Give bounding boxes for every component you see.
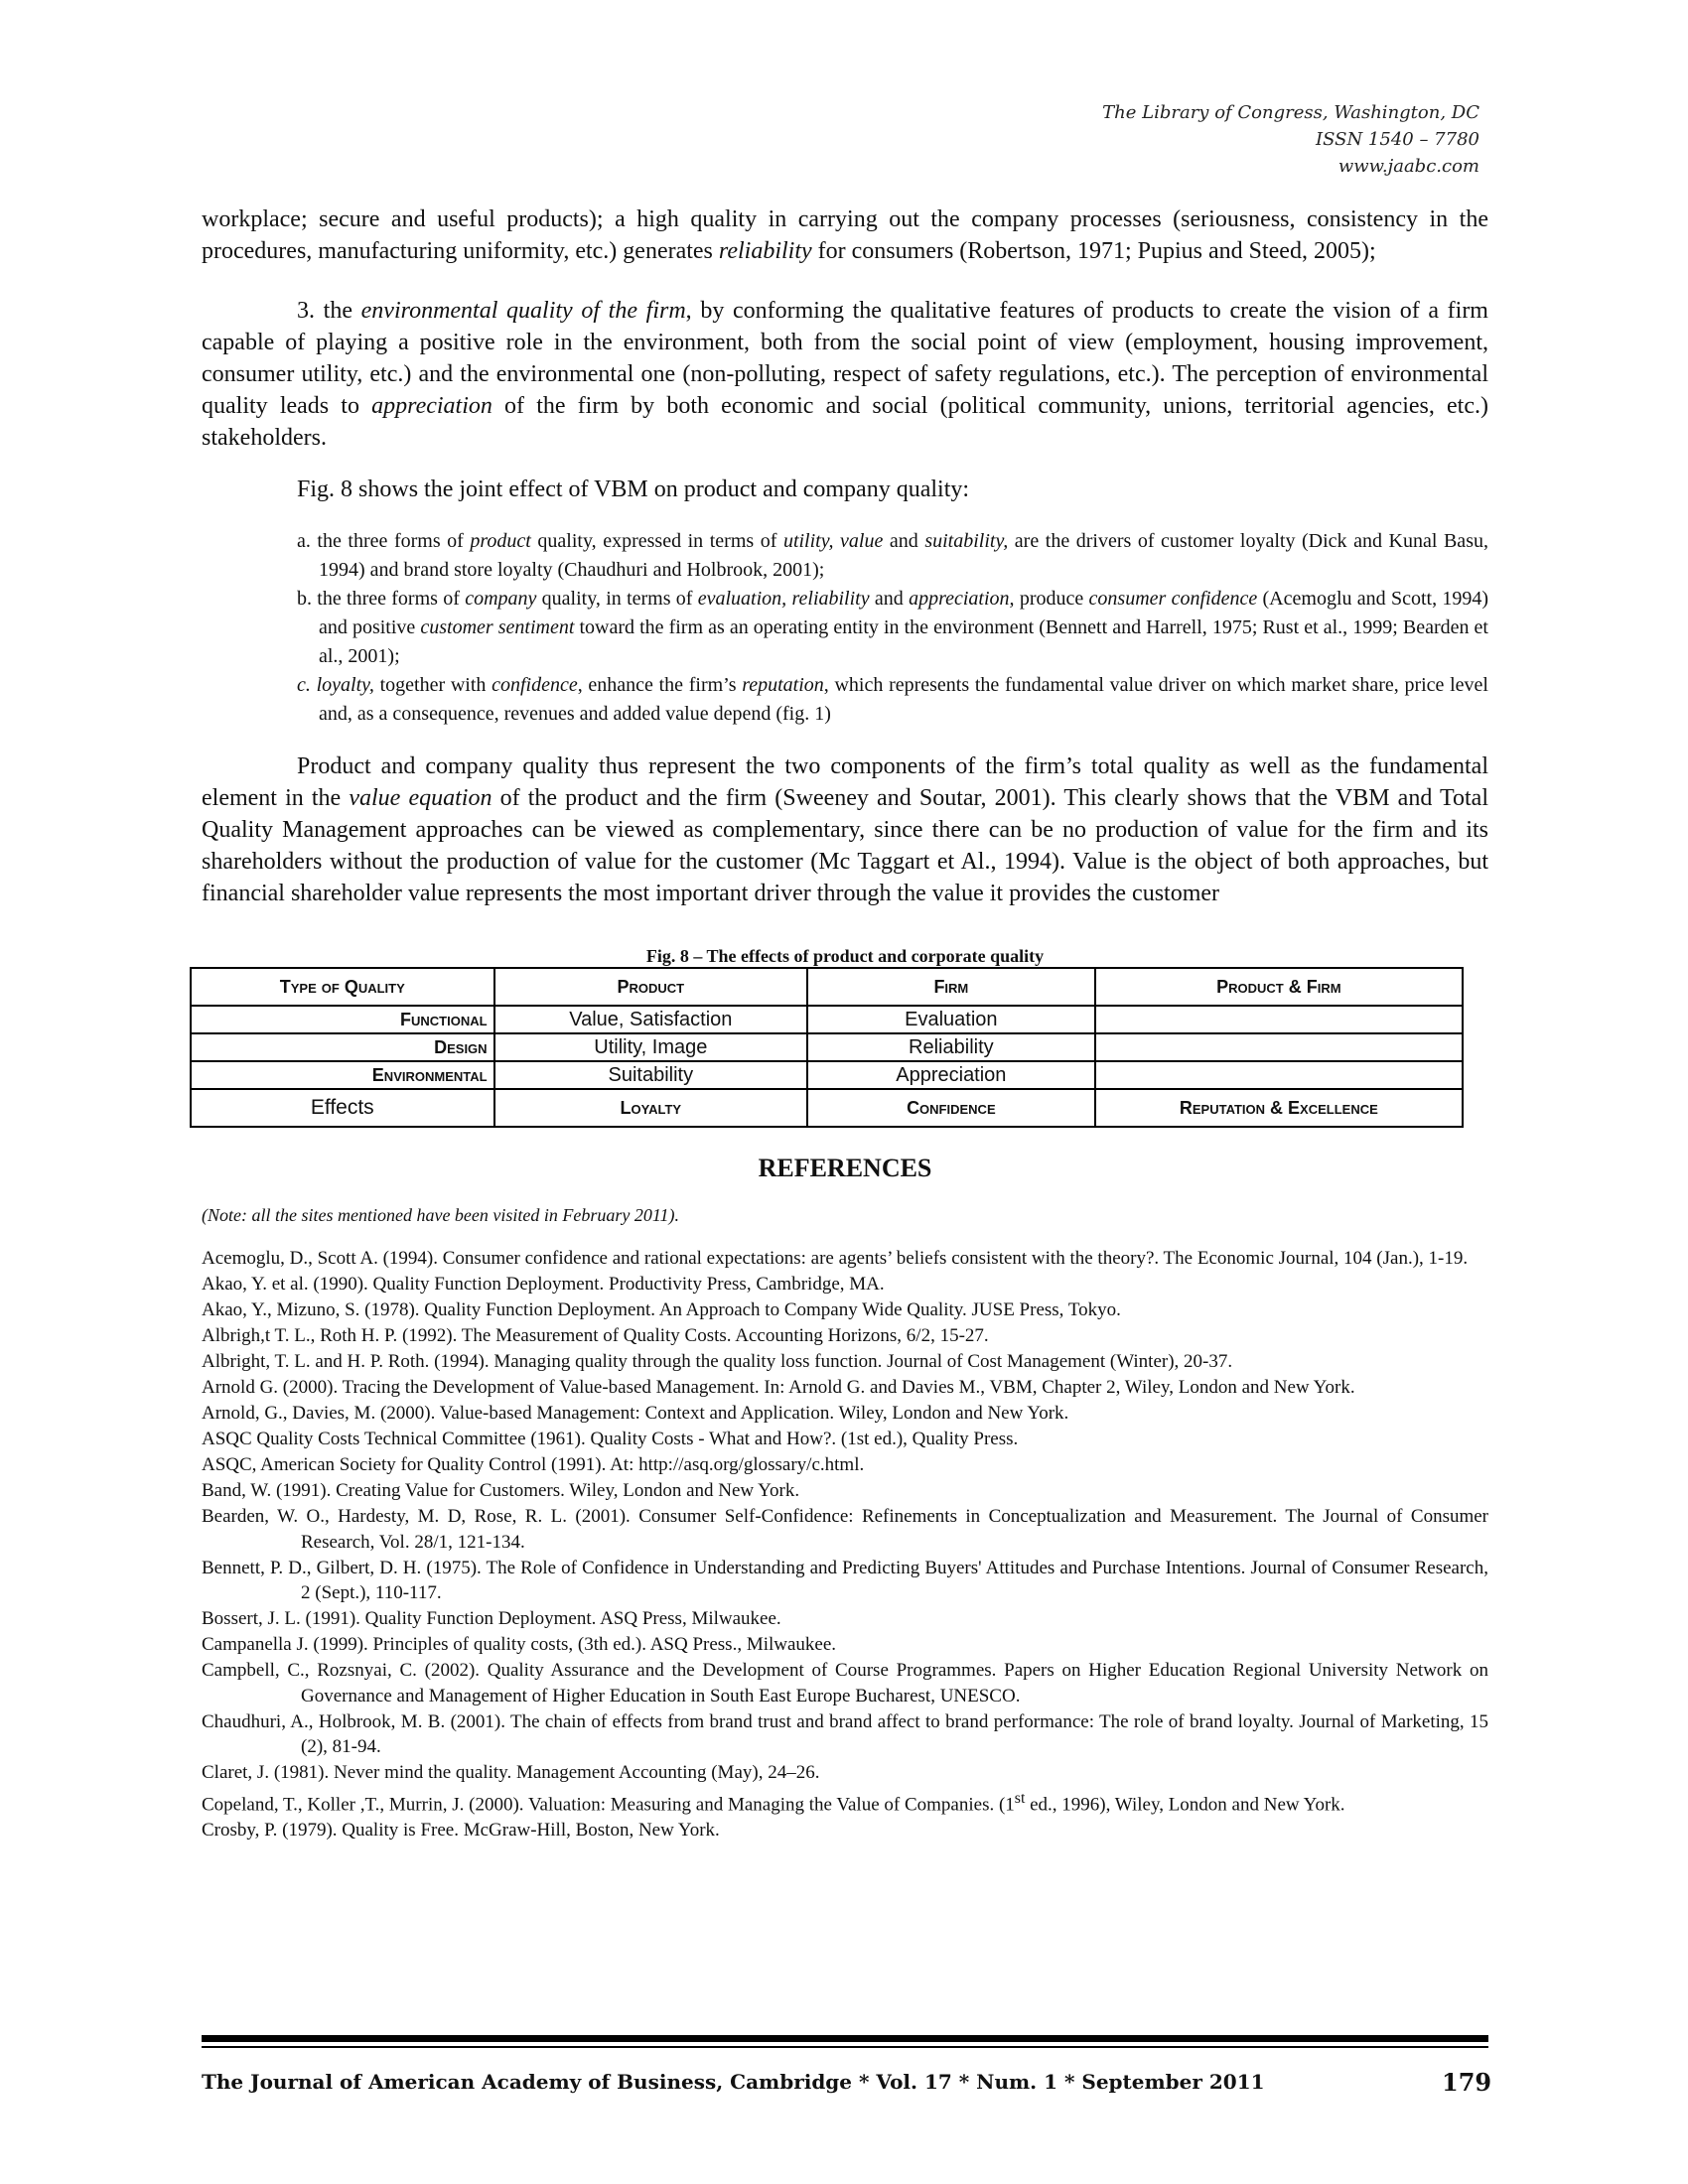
journal-footer: The Journal of American Academy of Business, Cambridge * Vol. 17 * Num. 1 * September 2011 <box>202 2070 1265 2094</box>
table-cell <box>1095 1061 1463 1089</box>
running-header <box>1102 99 1479 180</box>
list-item: c. loyalty, together with confidence, enhance the firm’s reputation, which represents the fundamental value driver on which market share, price level and, as a consequence, revenues and added value depend (fig. 1) <box>297 674 1488 725</box>
table-cell: Loyalty <box>494 1089 808 1127</box>
table-cell: Appreciation <box>807 1061 1095 1089</box>
row-label: Functional <box>191 1006 494 1033</box>
row-label: Design <box>191 1033 494 1061</box>
table-row <box>191 1061 1463 1089</box>
reference-item: Campanella J. (1999). Principles of quality costs, (3th ed.). ASQ Press., Milwaukee. <box>202 1634 837 1655</box>
main-content <box>202 204 1488 1843</box>
row-label: Effects <box>191 1089 494 1127</box>
effects-list <box>297 527 1488 729</box>
table-row <box>191 1006 1463 1033</box>
column-header: Product & Firm <box>1095 968 1463 1006</box>
reference-item: Albrigh,t T. L., Roth H. P. (1992). The Measurement of Quality Costs. Accounting Horizons, 6/2, 15-27. <box>202 1325 989 1346</box>
quality-effects-table <box>190 967 1464 1128</box>
table-cell: Suitability <box>494 1061 808 1089</box>
reference-item: Arnold, G., Davies, M. (2000). Value-based Management: Context and Application. Wiley, London and New York. <box>202 1403 1069 1424</box>
footer-rule-thin <box>202 2046 1488 2048</box>
header-library: The Library of Congress, Washington, DC <box>1102 102 1479 123</box>
references-note: (Note: all the sites mentioned have been visited in February 2011). <box>202 1205 680 1225</box>
paragraph-reliability: workplace; secure and useful products); a high quality in carrying out the company processes (seriousness, consistency in the procedures, manufacturing uniformity, etc.) generates reliability for consumers (Robertson, 1971; Pupius and Steed, 2005); <box>202 206 1488 264</box>
reference-item: ASQC Quality Costs Technical Committee (1961). Quality Costs - What and How?. (1st ed.), Quality Press. <box>202 1429 1019 1449</box>
reference-item: Crosby, P. (1979). Quality is Free. McGraw-Hill, Boston, New York. <box>202 1820 720 1842</box>
table-cell: Utility, Image <box>494 1033 808 1061</box>
reference-item: Copeland, T., Koller ,T., Murrin, J. (2000). Valuation: Measuring and Managing the Value of Companies. (1st ed., 1996), Wiley, London and New York. <box>202 1790 1345 1816</box>
paragraph-environmental-quality: 3. the environmental quality of the firm, by conforming the qualitative features of products to create the vision of a firm capable of playing a positive role in the environment, both from the social point of view (employment, housing improvement, consumer utility, etc.) and the environmental one (non-polluting, respect of safety regulations, etc.). The perception of environmental quality leads to appreciation of the firm by both economic and social (political community, unions, territorial agencies, etc.) stakeholders. <box>202 298 1488 451</box>
paragraph-total-quality: Product and company quality thus represent the two components of the firm’s total quality as well as the fundamental element in the value equation of the product and the firm (Sweeney and Soutar, 2001). This clearly shows that the VBM and Total Quality Management approaches can be viewed as complementary, since there can be no production of value for the firm and its shareholders without the production of value for the customer (Mc Taggart et Al., 1994). Value is the object of both approaches, but financial shareholder value represents the most important driver through the value it provides the customer <box>202 753 1488 906</box>
list-item: a. the three forms of product quality, expressed in terms of utility, value and suitability, are the drivers of customer loyalty (Dick and Kunal Basu, 1994) and brand store loyalty (Chaudhuri and Holbrook, 2001); <box>297 530 1488 581</box>
reference-item: Bossert, J. L. (1991). Quality Function Deployment. ASQ Press, Milwaukee. <box>202 1608 781 1629</box>
reference-item: Arnold G. (2000). Tracing the Development of Value-based Management. In: Arnold G. and Davies M., VBM, Chapter 2, Wiley, London and New York. <box>202 1377 1355 1398</box>
header-website: www.jaabc.com <box>1337 156 1479 177</box>
column-header: Type of Quality <box>191 968 494 1006</box>
references-heading: REFERENCES <box>758 1154 932 1182</box>
reference-item: Campbell, C., Rozsnyai, C. (2002). Quality Assurance and the Development of Course Programmes. Papers on Higher Education Regional University Network on Governance and Management of Higher Education in South East Europe Bucharest, UNESCO. <box>202 1660 1488 1706</box>
column-header: Firm <box>807 968 1095 1006</box>
reference-item: Akao, Y. et al. (1990). Quality Function Deployment. Productivity Press, Cambridge, MA. <box>202 1274 885 1295</box>
figure-caption: Fig. 8 – The effects of product and corporate quality <box>645 946 1045 966</box>
reference-item: ASQC, American Society for Quality Control (1991). At: http://asq.org/glossary/c.html. <box>202 1454 865 1475</box>
reference-item: Acemoglu, D., Scott A. (1994). Consumer confidence and rational expectations: are agents’ beliefs consistent with the theory?. The Economic Journal, 104 (Jan.), 1-19. <box>202 1248 1469 1269</box>
table-cell <box>1095 1006 1463 1033</box>
reference-item: Bennett, P. D., Gilbert, D. H. (1975). The Role of Confidence in Understanding and Predicting Buyers' Attitudes and Purchase Intentions. Journal of Consumer Research, 2 (Sept.), 110-117. <box>202 1557 1488 1603</box>
table-cell <box>1095 1033 1463 1061</box>
page-number: 179 <box>1442 2068 1492 2097</box>
footer-rule-thick <box>202 2035 1488 2042</box>
reference-item: Bearden, W. O., Hardesty, M. D, Rose, R. L. (2001). Consumer Self-Confidence: Refinements in Conceptualization and Measurement. The Journal of Consumer Research, Vol. 28/1, 121-134. <box>202 1506 1488 1553</box>
reference-item: Chaudhuri, A., Holbrook, M. B. (2001). The chain of effects from brand trust and brand affect to brand performance: The role of brand loyalty. Journal of Marketing, 15 (2), 81-94. <box>202 1710 1488 1757</box>
row-label: Environmental <box>191 1061 494 1089</box>
table-cell: Evaluation <box>807 1006 1095 1033</box>
reference-item: Albright, T. L. and H. P. Roth. (1994). Managing quality through the quality loss function. Journal of Cost Management (Winter), 20-37. <box>202 1351 1233 1372</box>
paragraph-fig8-intro: Fig. 8 shows the joint effect of VBM on product and company quality: <box>297 477 970 502</box>
table-cell: Confidence <box>807 1089 1095 1127</box>
list-item: b. the three forms of company quality, in terms of evaluation, reliability and appreciation, produce consumer confidence (Acemoglu and Scott, 1994) and positive customer sentiment toward the firm as an operating entity in the environment (Bennett and Harrell, 1975; Rust et al., 1999; Bearden et al., 2001); <box>297 588 1489 667</box>
table-cell: Value, Satisfaction <box>494 1006 808 1033</box>
table-footer-row <box>191 1089 1463 1127</box>
table-cell: Reliability <box>807 1033 1095 1061</box>
table-row <box>191 1033 1463 1061</box>
header-issn: ISSN 1540 – 7780 <box>1316 129 1479 150</box>
references-list <box>202 1246 1488 1843</box>
table-header-row <box>191 968 1463 1006</box>
table-cell: Reputation & Excellence <box>1095 1089 1463 1127</box>
reference-item: Claret, J. (1981). Never mind the quality. Management Accounting (May), 24–26. <box>202 1762 820 1783</box>
column-header: Product <box>494 968 808 1006</box>
reference-item: Band, W. (1991). Creating Value for Customers. Wiley, London and New York. <box>202 1480 800 1501</box>
reference-item: Akao, Y., Mizuno, S. (1978). Quality Function Deployment. An Approach to Company Wide Quality. JUSE Press, Tokyo. <box>202 1299 1121 1320</box>
